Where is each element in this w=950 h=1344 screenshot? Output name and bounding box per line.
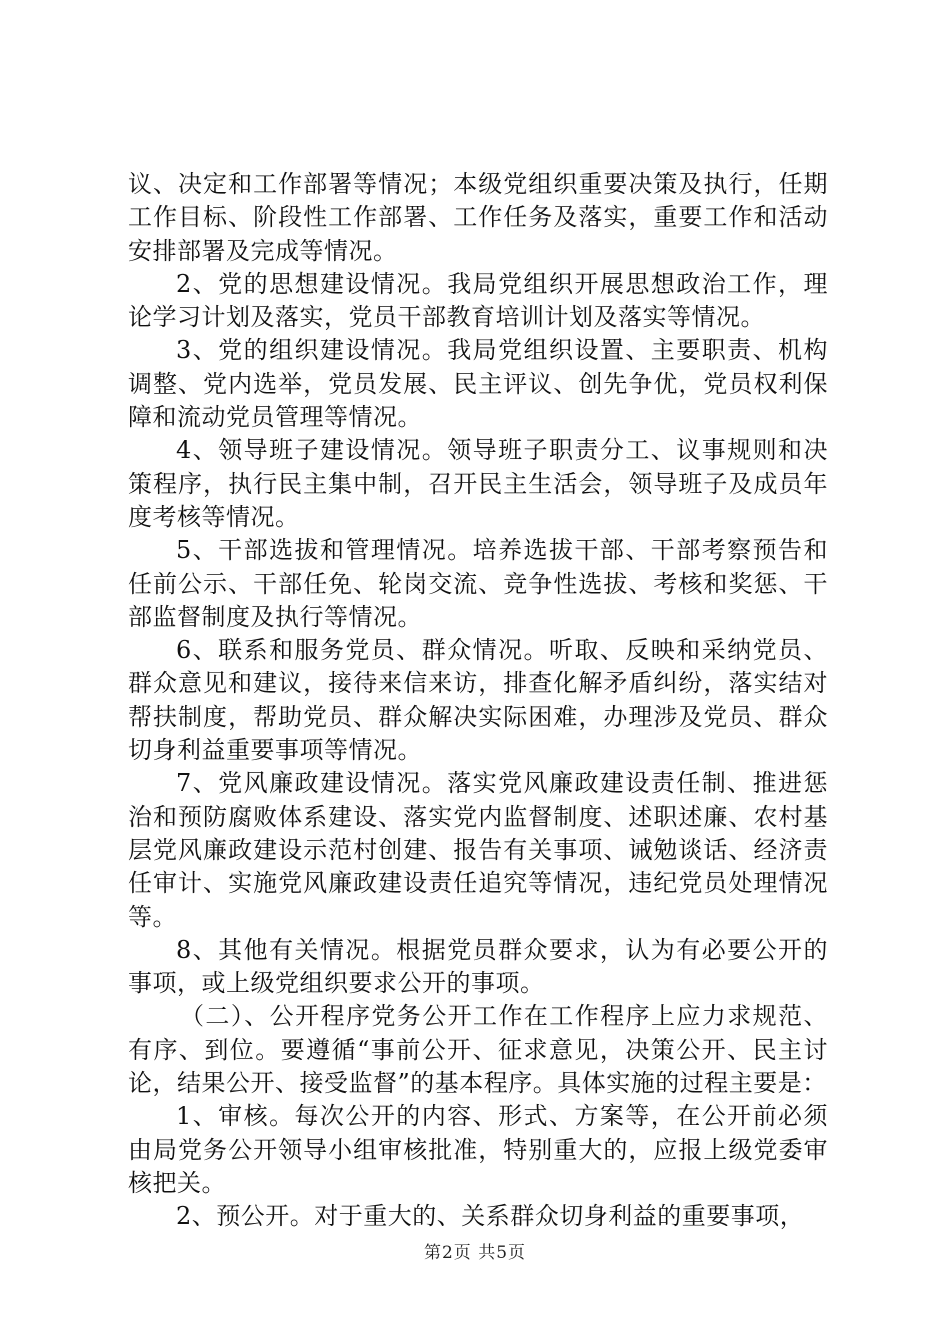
paragraph-item-7: 7、党风廉政建设情况。落实党风廉政建设责任制、推进惩治和预防腐败体系建设、落实党内监督制度、述职述廉、农村基层党风廉政建设示范村创建、报告有关事项、诫勉谈话、经济责任审计、实施党风廉政建设责任追究等情况，违纪党员处理情况等。: [128, 769, 828, 931]
document-body: [128, 168, 828, 1234]
paragraph-item-2: 2、党的思想建设情况。我局党组织开展思想政治工作，理论学习计划及落实，党员干部教育培训计划及落实等情况。: [128, 269, 828, 332]
paragraph-step-2: 2、预公开。对于重大的、关系群众切身利益的重要事项，: [176, 1202, 805, 1231]
paragraph-item-8: 8、其他有关情况。根据党员群众要求，认为有必要公开的事项，或上级党组织要求公开的事项。: [128, 935, 828, 998]
paragraph-item-5: 5、干部选拔和管理情况。培养选拔干部、干部考察预告和任前公示、干部任免、轮岗交流、竞争性选拔、考核和奖惩、干部监督制度及执行等情况。: [128, 536, 828, 631]
paragraph-item-4: 4、领导班子建设情况。领导班子职责分工、议事规则和决策程序，执行民主集中制，召开民主生活会，领导班子及成员年度考核等情况。: [128, 436, 828, 531]
paragraph-item-3: 3、党的组织建设情况。我局党组织设置、主要职责、机构调整、党内选举，党员发展、民主评议、创先争优，党员权利保障和流动党员管理等情况。: [128, 336, 828, 432]
paragraph-step-1: 1、审核。每次公开的内容、形式、方案等，在公开前必须由局党务公开领导小组审核批准，特别重大的，应报上级党委审核把关。: [128, 1102, 828, 1197]
paragraph-section-2: （二）、公开程序党务公开工作在工作程序上应力求规范、有序、到位。要遵循“事前公开、征求意见，决策公开、民主讨论，结果公开、接受监督”的基本程序。具体实施的过程主要是：: [128, 1002, 828, 1098]
paragraph-continuation: 议、决定和工作部署等情况；本级党组织重要决策及执行，任期工作目标、阶段性工作部署、工作任务及落实，重要工作和活动安排部署及完成等情况。: [128, 170, 828, 265]
paragraph-item-6: 6、联系和服务党员、群众情况。听取、反映和采纳党员、群众意见和建议，接待来信来访，排查化解矛盾纠纷，落实结对帮扶制度，帮助党员、群众解决实际困难，办理涉及党员、群众切身利益重要事项等情况。: [128, 636, 828, 765]
page-number-footer: 第2页 共5页: [423, 1243, 527, 1263]
